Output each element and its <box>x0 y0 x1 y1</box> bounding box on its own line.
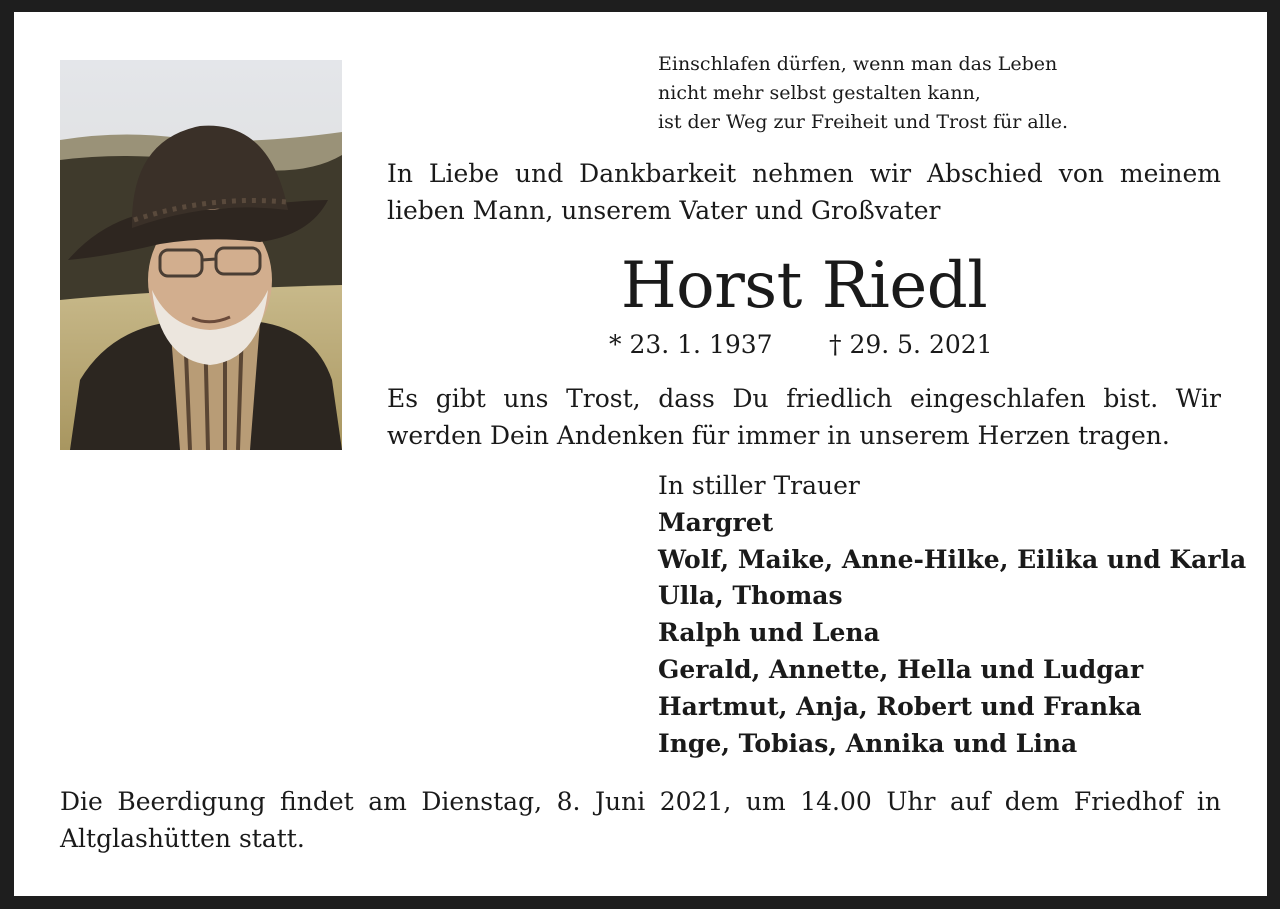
obituary-notice <box>14 12 1267 896</box>
mourners-lead: In stiller Trauer <box>658 471 860 500</box>
birth-date: * 23. 1. 1937 <box>609 330 773 359</box>
portrait-photo <box>60 60 342 450</box>
mourner-family: Hartmut, Anja, Robert und Franka <box>658 691 1142 721</box>
mourners-list <box>658 468 1247 762</box>
mourner-family: Inge, Tobias, Annika und Lina <box>658 728 1078 758</box>
death-date: † 29. 5. 2021 <box>829 330 993 359</box>
mourner-family: Wolf, Maike, Anne-Hilke, Eilika und Karla <box>658 544 1247 574</box>
mourner-family: Ralph und Lena <box>658 618 880 648</box>
mourner-family: Gerald, Annette, Hella und Ludgar <box>658 654 1144 684</box>
deceased-name: Horst Riedl <box>620 249 988 323</box>
intro-text: In Liebe und Dankbarkeit nehmen wir Abschied von meinem lieben Mann, unserem Vater und Großvater <box>387 159 1221 225</box>
verse-line: ist der Weg zur Freiheit und Trost für alle. <box>658 111 1069 133</box>
verse-line: Einschlafen dürfen, wenn man das Leben <box>658 53 1058 75</box>
verse-line: nicht mehr selbst gestalten kann, <box>658 82 981 104</box>
funeral-notice: Die Beerdigung findet am Dienstag, 8. Juni 2021, um 14.00 Uhr auf dem Friedhof in Altglashütten statt. <box>60 787 1221 853</box>
comfort-text: Es gibt uns Trost, dass Du friedlich eingeschlafen bist. Wir werden Dein Andenken für immer in unserem Herzen tragen. <box>387 384 1221 450</box>
mourner-family: Margret <box>658 507 774 537</box>
verse <box>658 50 1128 137</box>
mourner-family: Ulla, Thomas <box>658 581 843 611</box>
